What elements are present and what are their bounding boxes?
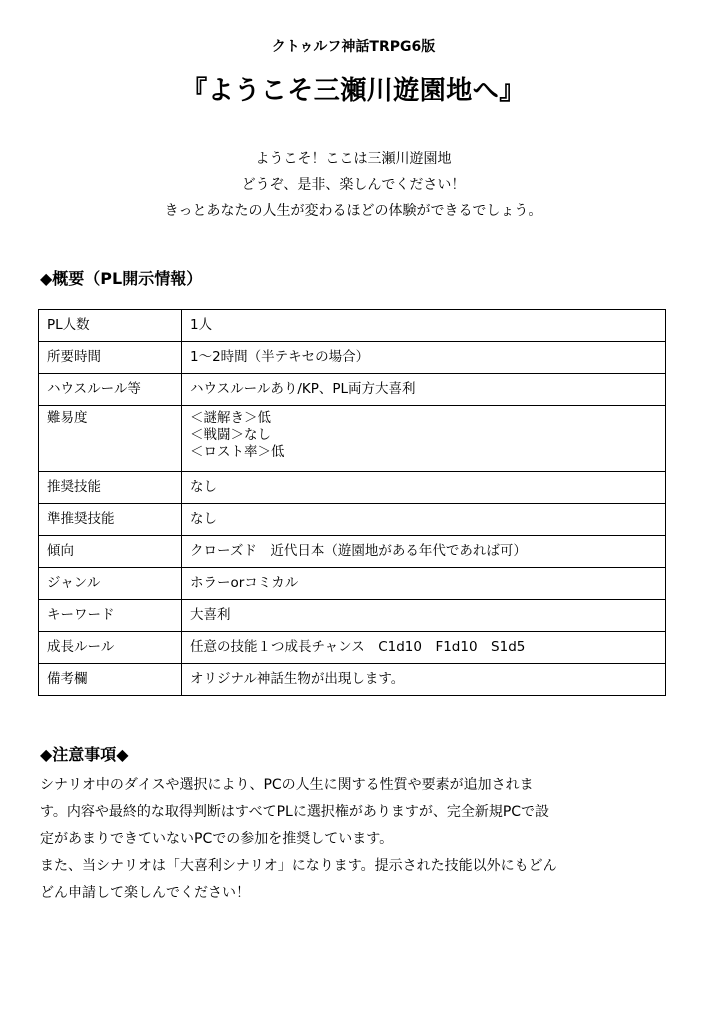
row-value [182, 342, 666, 374]
row-value [182, 310, 666, 342]
table-row [39, 568, 666, 600]
row-value [182, 406, 666, 472]
row-label: PL人数 [39, 310, 182, 342]
row-value [182, 504, 666, 536]
table-row [39, 472, 666, 504]
row-value-line: ＜戦闘＞なし [190, 427, 271, 443]
table-row [39, 374, 666, 406]
row-label: 所要時間 [39, 342, 182, 374]
row-label: ハウスルール等 [39, 374, 182, 406]
table-row [39, 504, 666, 536]
notes-line: す。内容や最終的な取得判断はすべてPLに選択権がありますが、完全新規PCで設 [40, 804, 550, 820]
row-label: ジャンル [39, 568, 182, 600]
notes-line: また、当シナリオは「大喜利シナリオ」になります。提示された技能以外にもどん [40, 858, 557, 874]
intro-line: どうぞ、是非、楽しんでください！ [241, 177, 466, 193]
row-label: 難易度 [39, 406, 182, 472]
table-row [39, 536, 666, 568]
row-value-line: ＜謎解き＞低 [190, 410, 271, 426]
notes-body [40, 772, 680, 907]
row-value-line: 大喜利 [190, 607, 231, 623]
table-row [39, 342, 666, 374]
notes-heading: ◆注意事項◆ [40, 745, 129, 764]
row-label: 傾向 [39, 536, 182, 568]
row-value [182, 600, 666, 632]
system-name: クトゥルフ神話TRPG6版 [271, 39, 436, 55]
overview-heading: ◆概要（PL開示情報） [40, 269, 203, 288]
row-label: 成長ルール [39, 632, 182, 664]
row-label: キーワード [39, 600, 182, 632]
row-value-line: 1人 [190, 317, 213, 333]
table-row [39, 664, 666, 696]
notes-line: シナリオ中のダイスや選択により、PCの人生に関する性質や要素が追加されま [40, 777, 534, 793]
row-value [182, 472, 666, 504]
notes-line: どん申請して楽しんでください！ [40, 885, 250, 901]
row-label: 備考欄 [39, 664, 182, 696]
row-label: 準推奨技能 [39, 504, 182, 536]
table-row [39, 406, 666, 472]
row-value [182, 374, 666, 406]
row-value [182, 536, 666, 568]
row-value-line: クローズド 近代日本（遊園地がある年代であれば可） [190, 543, 527, 559]
overview-table [38, 309, 666, 696]
row-label: 推奨技能 [39, 472, 182, 504]
row-value-line: オリジナル神話生物が出現します。 [190, 671, 405, 687]
row-value [182, 568, 666, 600]
row-value-line: 任意の技能１つ成長チャンス C1d10 F1d10 S1d5 [190, 639, 526, 655]
row-value-line: 1～2時間（半テキセの場合） [190, 349, 370, 365]
table-row [39, 632, 666, 664]
intro-line: ようこそ！ここは三瀬川遊園地 [255, 151, 452, 167]
table-row [39, 310, 666, 342]
row-value-line: ハウスルールあり/KP、PL両方大喜利 [190, 381, 416, 397]
row-value-line: なし [190, 511, 217, 527]
intro-line: きっとあなたの人生が変わるほどの体験ができるでしょう。 [164, 203, 543, 219]
notes-line: 定があまりできていないPCでの参加を推奨しています。 [40, 831, 394, 847]
row-value [182, 664, 666, 696]
row-value [182, 632, 666, 664]
row-value-line: なし [190, 479, 217, 495]
scenario-title: 『ようこそ三瀬川遊園地へ』 [181, 76, 526, 106]
table-row [39, 600, 666, 632]
row-value-line: ＜ロスト率＞低 [190, 444, 285, 460]
row-value-line: ホラーorコミカル [190, 575, 299, 591]
